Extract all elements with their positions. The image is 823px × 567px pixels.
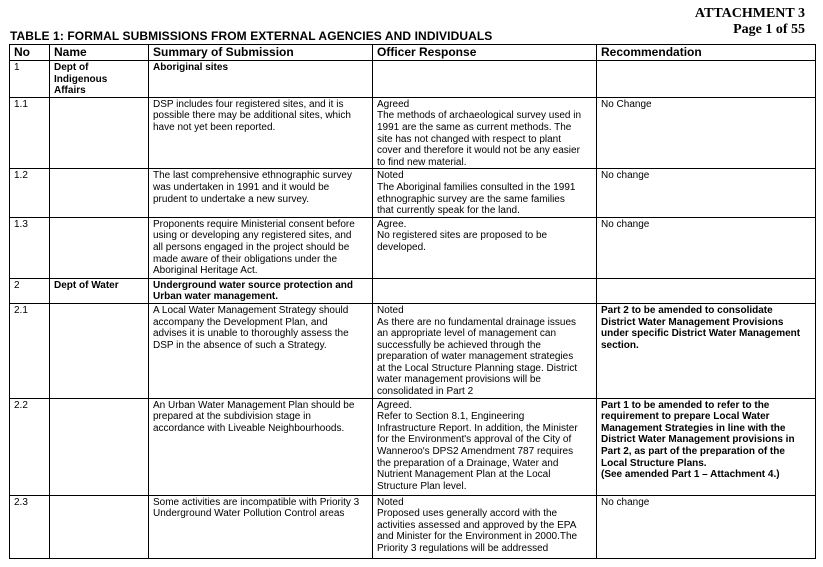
table-row [10, 495, 816, 558]
response-line: Priority 3 regulations will be addressed [377, 543, 549, 555]
response-line: The Aboriginal families consulted in the 1991 [377, 181, 576, 193]
row-number [10, 61, 50, 98]
summary-cell [149, 61, 373, 98]
response-line: the preparation of a Drainage, Water and [377, 457, 559, 469]
response-line: preparation of water management strategies [377, 351, 574, 363]
response-line: Nutrient Management Plan at the Local [377, 469, 551, 481]
row-number [10, 278, 50, 303]
summary-line: possible there may be additional sites, which [153, 110, 351, 122]
col-header-recommendation: Recommendation [597, 45, 816, 61]
summary-line: accompany the Development Plan, and [153, 316, 328, 328]
summary-line: Some activities are incompatible with Priority 3 [153, 496, 360, 508]
recommendation-line: under specific District Water Management [601, 328, 801, 340]
row-number [10, 217, 50, 278]
name-line: Dept of [54, 62, 89, 73]
response-line: Noted [377, 170, 404, 182]
summary-line: An Urban Water Management Plan should be [153, 399, 355, 411]
summary-cell [149, 278, 373, 303]
row-number-text: 1.3 [14, 218, 28, 230]
agency-name-cell [50, 169, 149, 217]
response-line: No registered sites are proposed to be [377, 230, 548, 242]
officer-response-cell [373, 169, 597, 217]
response-line: Noted [377, 304, 404, 316]
response-line: and Minister for the Environment in 2000.The [377, 531, 578, 543]
col-header-response: Officer Response [373, 45, 597, 61]
table-row [10, 97, 816, 169]
summary-line: Aboriginal Heritage Act. [153, 265, 258, 277]
summary-line: The last comprehensive ethnographic survey [153, 170, 352, 182]
recommendation-cell [597, 97, 816, 169]
recommendation-cell [597, 278, 816, 303]
table-row [10, 61, 816, 98]
response-line: consolidated in Part 2 [377, 386, 474, 398]
table-row [10, 278, 816, 303]
attachment-label: ATTACHMENT 3 [694, 6, 805, 21]
attachment-header [695, 6, 805, 38]
row-number [10, 398, 50, 495]
col-header-summary: Summary of Submission [149, 45, 373, 61]
summary-cell [149, 169, 373, 217]
recommendation-line: District Water Management Provisions [601, 316, 784, 328]
page-number: Page 1 of 55 [733, 22, 805, 37]
table-row [10, 169, 816, 217]
summary-line: all persons engaged in the project should be [153, 241, 350, 253]
agency-name-cell [50, 61, 149, 98]
summary-line: have not yet been reported. [153, 121, 276, 133]
row-number-text: 1.1 [14, 98, 28, 110]
recommendation-line: District Water Management provisions in [601, 434, 795, 446]
response-line: for the Environment's approval of the City of [377, 434, 572, 446]
response-line: water management provisions will be [377, 374, 541, 386]
summary-line: Aboriginal sites [153, 62, 229, 73]
summary-line: prudent to undertake a new survey. [153, 193, 310, 205]
agency-name-cell [50, 303, 149, 398]
summary-line: DSP includes four registered sites, and it is [153, 98, 344, 110]
row-number-text: 1.2 [14, 170, 28, 182]
recommendation-line: No change [601, 496, 650, 508]
agency-name-cell [50, 278, 149, 303]
agency-name-cell [50, 97, 149, 169]
table-title: TABLE 1: FORMAL SUBMISSIONS FROM EXTERNAL AGENCIES AND INDIVIDUALS [10, 29, 493, 43]
response-line: successfully be achieved through the [377, 339, 541, 351]
agency-name-cell [50, 495, 149, 558]
summary-line: made aware of their obligations under the [153, 253, 338, 265]
response-line: site has not changed with respect to plant [377, 133, 562, 145]
response-line: As there are no fundamental drainage issues [377, 316, 577, 328]
recommendation-cell [597, 303, 816, 398]
response-line: Proposed uses generally accord with the [377, 508, 558, 520]
recommendation-line: Local Structure Plans. [601, 457, 707, 469]
recommendation-line: No change [601, 218, 650, 230]
response-line: developed. [377, 241, 426, 253]
recommendation-line: No Change [601, 98, 652, 110]
row-number [10, 97, 50, 169]
summary-line: using or developing any registered sites, and [153, 230, 352, 242]
name-line: Dept of Water [54, 279, 119, 291]
table-header-row [10, 45, 816, 61]
officer-response-cell [373, 278, 597, 303]
summary-line: was undertaken in 1991 and it would be [153, 181, 330, 193]
summary-cell [149, 97, 373, 169]
row-number [10, 495, 50, 558]
recommendation-cell [597, 61, 816, 98]
officer-response-cell [373, 97, 597, 169]
summary-line: Urban water management. [153, 291, 279, 303]
summary-cell [149, 303, 373, 398]
summary-line: A Local Water Management Strategy should [153, 304, 349, 316]
officer-response-cell [373, 217, 597, 278]
row-number-text: 2.3 [14, 496, 28, 508]
col-header-no: No [10, 45, 50, 61]
response-line: Structure Plan level. [377, 480, 467, 492]
response-line: Noted [377, 496, 404, 508]
summary-line: Underground water source protection and [153, 279, 354, 291]
recommendation-line: section. [601, 339, 639, 351]
response-line: Infrastructure Report. In addition, the Minister [377, 422, 578, 434]
recommendation-cell [597, 217, 816, 278]
recommendation-line: Part 2 to be amended to consolidate [601, 304, 773, 316]
recommendation-cell [597, 398, 816, 495]
summary-line: Underground Water Pollution Control areas [153, 508, 345, 520]
response-line: Agreed. [377, 399, 413, 411]
officer-response-cell [373, 61, 597, 98]
response-line: Refer to Section 8.1, Engineering [377, 411, 525, 423]
row-number-text: 1 [14, 62, 20, 73]
response-line: 1991 are the same as current methods. The [377, 121, 572, 133]
recommendation-line: Part 1 to be amended to refer to the [601, 399, 770, 411]
summary-line: Proponents require Ministerial consent before [153, 218, 355, 230]
table-row [10, 398, 816, 495]
summary-line: prepared at the subdivision stage in [153, 411, 311, 423]
submissions-table [9, 44, 816, 559]
response-line: ethnographic survey are the same families [377, 193, 565, 205]
name-line: Affairs [54, 85, 86, 97]
response-line: activities assessed and approved by the EPA [377, 519, 577, 531]
response-line: The methods of archaeological survey used in [377, 110, 582, 122]
col-header-name: Name [50, 45, 149, 61]
response-line: Agreed [377, 98, 410, 110]
response-line: Wanneroo's DPS2 Amendment 787 requires [377, 446, 574, 458]
recommendation-line: Management Strategies in line with the [601, 422, 786, 434]
recommendation-cell [597, 169, 816, 217]
officer-response-cell [373, 303, 597, 398]
row-number [10, 169, 50, 217]
table-row [10, 217, 816, 278]
response-line: that currently speak for the land. [377, 205, 520, 217]
response-line: at the Local Structure Planning stage. District [377, 362, 578, 374]
recommendation-line: No change [601, 170, 650, 182]
row-number-text: 2.1 [14, 304, 28, 316]
response-line: an appropriate level of management can [377, 328, 557, 340]
officer-response-cell [373, 398, 597, 495]
summary-line: accordance with Liveable Neighbourhoods. [153, 422, 345, 434]
summary-cell [149, 217, 373, 278]
summary-cell [149, 398, 373, 495]
row-number-text: 2.2 [14, 399, 28, 411]
recommendation-cell [597, 495, 816, 558]
officer-response-cell [373, 495, 597, 558]
name-line: Indigenous [54, 73, 108, 85]
summary-cell [149, 495, 373, 558]
recommendation-line: (See amended Part 1 – Attachment 4.) [601, 469, 780, 481]
agency-name-cell [50, 398, 149, 495]
recommendation-line: Part 2, as part of the preparation of the [601, 446, 785, 458]
row-number [10, 303, 50, 398]
response-line: to find new material. [377, 156, 467, 168]
response-line: cover and therefore it would not be any easier [377, 145, 580, 157]
summary-line: advises it is unable to thoroughly assess the [153, 328, 349, 340]
response-line: Agree. [377, 218, 407, 230]
recommendation-line: requirement to prepare Local Water [601, 411, 770, 423]
summary-line: DSP in the absence of such a Strategy. [153, 339, 327, 351]
row-number-text: 2 [14, 279, 20, 291]
agency-name-cell [50, 217, 149, 278]
table-row [10, 303, 816, 398]
